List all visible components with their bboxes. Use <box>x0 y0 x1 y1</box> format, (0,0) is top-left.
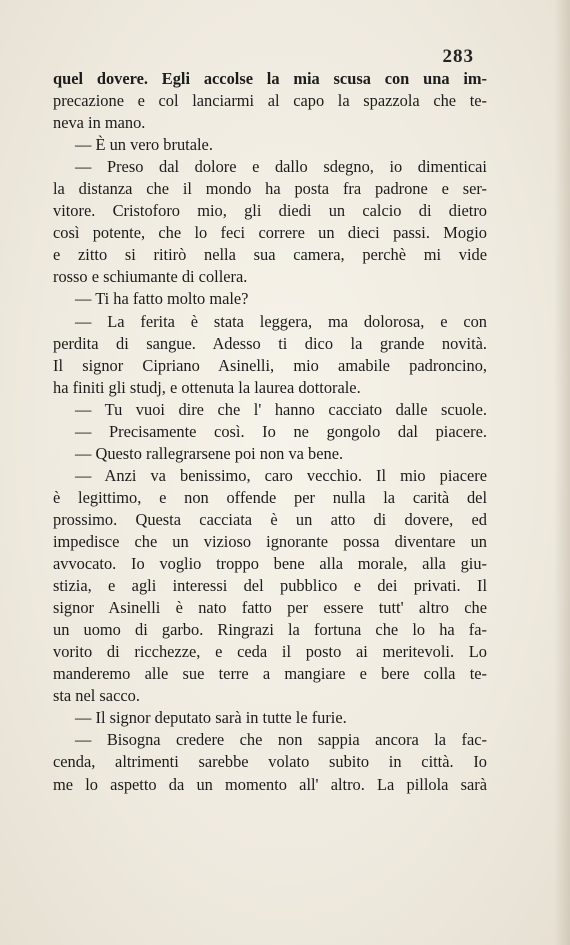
dialogue-line: — Questo rallegrarsene poi non va bene. <box>75 443 344 463</box>
text-line: sta nel sacco. <box>53 686 140 706</box>
text-line: vitore. Cristoforo mio, gli diedi un calcio di dietro <box>53 201 487 221</box>
dialogue-line: — Tu vuoi dire che l' hanno cacciato dalle scuole. <box>75 399 487 419</box>
text-line: prossimo. Questa cacciata è un atto di dovere, ed <box>53 509 487 529</box>
text-line: manderemo alle sue terre a mangiare e bere colla te- <box>53 664 487 684</box>
text-line: è legittimo, e non offende per nulla la carità del <box>53 487 487 507</box>
text-line: impedisce che un vizioso ignorante possa diventare un <box>53 531 487 551</box>
dialogue-line: — Bisogna credere che non sappia ancora la fac- <box>75 730 487 750</box>
text-line: stizia, e agli interessi del pubblico e dei privati. Il <box>53 576 487 596</box>
text-line: un uomo di garbo. Ringrazi la fortuna che lo ha fa- <box>53 620 487 640</box>
dialogue-line: — Anzi va benissimo, caro vecchio. Il mio piacere <box>75 465 487 485</box>
dialogue-line: — La ferita è stata leggera, ma dolorosa, e con <box>75 311 487 331</box>
text-line: e zitto si ritirò nella sua camera, perchè mi vide <box>53 245 487 265</box>
body-text <box>53 68 487 796</box>
dialogue-line: — Il signor deputato sarà in tutte le furie. <box>75 708 347 728</box>
text-line: cenda, altrimenti sarebbe volato subito in città. Io <box>53 752 487 772</box>
text-line: Il signor Cipriano Asinelli, mio amabile padroncino, <box>53 355 487 375</box>
text-line: neva in mano. <box>53 113 146 133</box>
text-line: ha finiti gli studj, e ottenuta la laurea dottorale. <box>53 377 361 397</box>
text-line: vorito di ricchezze, e ceda il posto ai meritevoli. Lo <box>53 642 487 662</box>
text-line: avvocato. Io voglio troppo bene alla morale, alla giu- <box>53 554 487 574</box>
text-line: me lo aspetto da un momento all' altro. La pillola sarà <box>53 774 487 794</box>
text-line: perdita di sangue. Adesso ti dico la grande novità. <box>53 333 487 353</box>
dialogue-line: — Precisamente così. Io ne gongolo dal piacere. <box>75 421 487 441</box>
text-line: così potente, che lo feci correre un dieci passi. Mogio <box>53 223 487 243</box>
page-number: 283 <box>442 46 474 67</box>
dialogue-line: — Ti ha fatto molto male? <box>75 289 249 309</box>
dialogue-line: — È un vero brutale. <box>75 135 213 155</box>
text-line: la distanza che il mondo ha posta fra padrone e ser- <box>53 179 487 199</box>
dialogue-line: — Preso dal dolore e dallo sdegno, io dimenticai <box>75 157 487 177</box>
text-line: precazione e col lanciarmi al capo la spazzola che te- <box>53 91 487 111</box>
text-line: rosso e schiumante di collera. <box>53 267 248 287</box>
text-line: quel dovere. Egli accolse la mia scusa con una im- <box>53 69 487 88</box>
page-edge-shadow <box>554 0 570 945</box>
text-line: signor Asinelli è nato fatto per essere tutt' altro che <box>53 598 487 618</box>
